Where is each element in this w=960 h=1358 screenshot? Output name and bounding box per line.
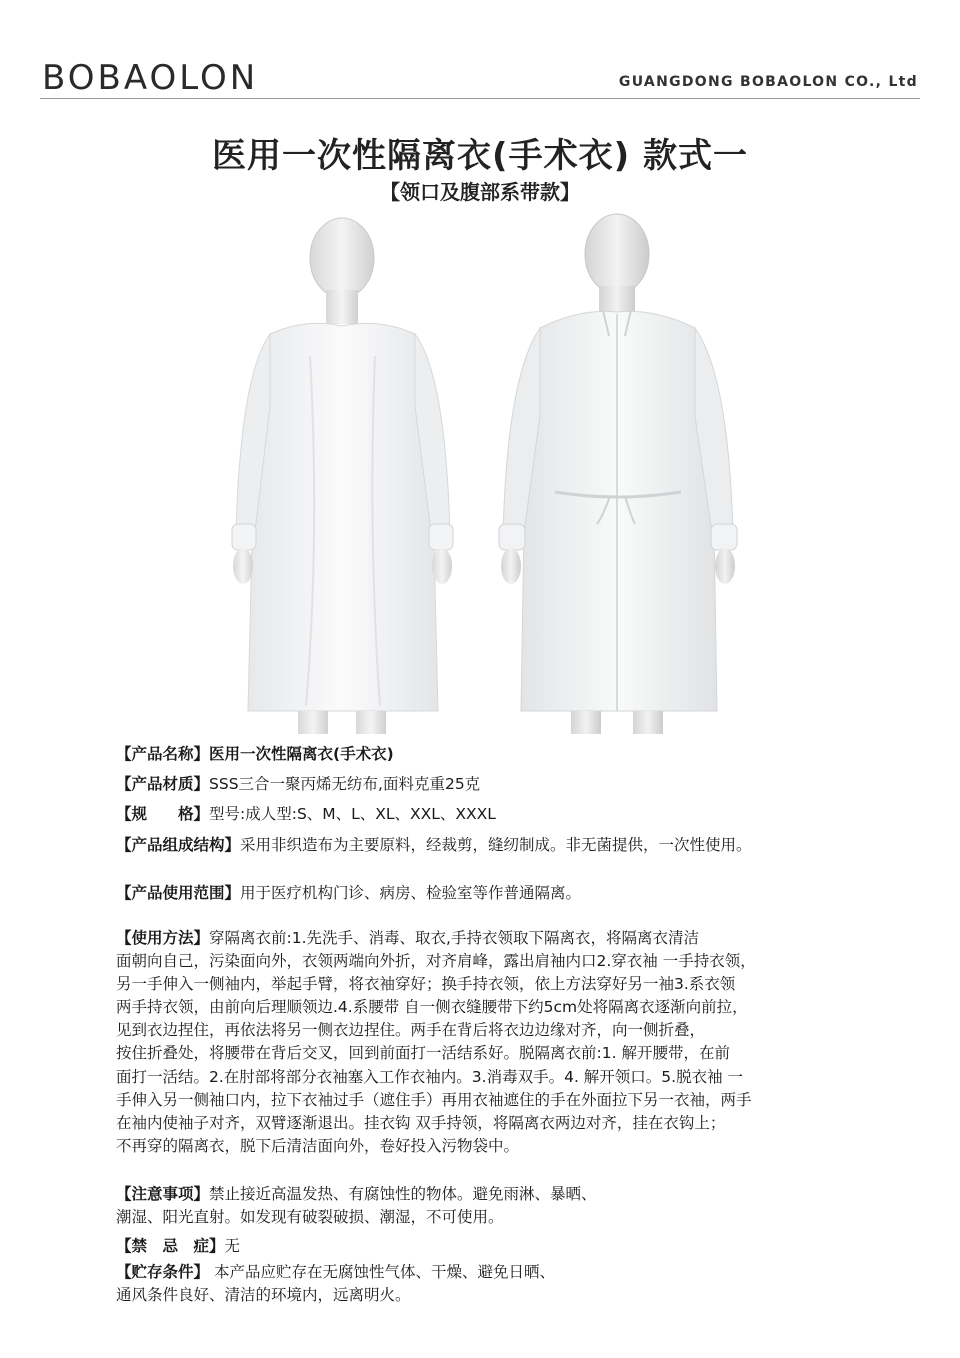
- usage-line: 在袖内使袖子对齐，双臂逐渐退出。挂衣钩 双手持领，将隔离衣两边对齐，挂在衣钩上；: [116, 1113, 726, 1132]
- gown-front-photo: [210, 206, 475, 734]
- storage-line: 通风条件良好、清洁的环境内，远离明火。: [116, 1286, 411, 1305]
- product-photos: [210, 206, 750, 736]
- field-product-name: [116, 742, 394, 766]
- notes-line: 禁止接近高温发热、有腐蚀性的物体。避免雨淋、暴晒、: [209, 1185, 597, 1203]
- header-divider: [40, 98, 920, 99]
- usage-line: 手伸入另一侧袖口内，拉下衣袖过手（遮住手）再用衣袖遮住的手在外面拉下另一衣袖，两手: [116, 1090, 752, 1109]
- usage-line: 面朝向自己，污染面向外，衣领两端向外折，对齐肩峰，露出肩袖内口2.穿衣袖 一手持衣领，: [116, 952, 756, 971]
- field-label: 【产品材质】: [116, 775, 210, 793]
- field-label: 【贮存条件】: [116, 1263, 210, 1281]
- company-name: GUANGDONG BOBAOLON CO., Ltd: [618, 74, 918, 90]
- usage-line: 见到衣边捏住，再依法将另一侧衣边捏住。两手在背后将衣边边缘对齐，向一侧折叠，: [116, 1021, 706, 1040]
- gown-back-photo: [485, 206, 750, 734]
- storage-line: 本产品应贮存在无腐蚀性气体、干燥、避免日晒、: [209, 1263, 555, 1281]
- field-label: 【规 格】: [116, 805, 210, 823]
- usage-line: 另一手伸入一侧袖内，举起手臂，将衣袖穿好；换手持衣领，依上方法穿好另一袖3.系衣领: [116, 975, 736, 994]
- field-value: 型号:成人型:S、M、L、XL、XXL、XXXL: [209, 805, 496, 823]
- field-value: 医用一次性隔离衣(手术衣): [209, 745, 394, 763]
- field-material: [116, 772, 480, 796]
- field-structure: [116, 833, 752, 857]
- field-notes: [116, 1183, 856, 1229]
- page-title: 医用一次性隔离衣(手术衣) 款式一: [212, 136, 748, 176]
- field-label: 【产品使用范围】: [116, 884, 241, 902]
- usage-line: 两手持衣领，由前向后理顺领边.4.系腰带 自一侧衣缝腰带下约5cm处将隔离衣逐渐向前拉，: [116, 998, 748, 1017]
- field-label: 【产品名称】: [116, 745, 210, 763]
- page-subtitle: 【领口及腹部系带款】: [380, 180, 580, 204]
- field-scope: [116, 881, 581, 905]
- brand-logo: BOBAOLON: [42, 58, 259, 98]
- field-usage: [116, 927, 856, 1158]
- notes-line: 潮湿、阳光直射。如发现有破裂破损、潮湿，不可使用。: [116, 1208, 504, 1227]
- field-value: 采用非织造布为主要原料，经裁剪，缝纫制成。非无菌提供，一次性使用。: [240, 836, 752, 854]
- field-label: 【注意事项】: [116, 1185, 210, 1203]
- field-spec: [116, 802, 496, 826]
- field-value: 用于医疗机构门诊、病房、检验室等作普通隔离。: [240, 884, 582, 902]
- field-value: SSS三合一聚丙烯无纺布,面料克重25克: [209, 775, 481, 793]
- usage-line: 不再穿的隔离衣，脱下后清洁面向外，卷好投入污物袋中。: [116, 1136, 520, 1155]
- field-label: 【产品组成结构】: [116, 836, 241, 854]
- field-storage: [116, 1261, 856, 1307]
- field-label: 【禁 忌 症】: [116, 1237, 225, 1255]
- field-contraindication: [116, 1234, 240, 1258]
- usage-line: 按住折叠处，将腰带在背后交叉，回到前面打一活结系好。脱隔离衣前:1. 解开腰带，在前: [116, 1044, 730, 1063]
- usage-line: 面打一活结。2.在肘部将部分衣袖塞入工作衣袖内。3.消毒双手。4. 解开领口。5.脱衣袖 一: [116, 1067, 744, 1086]
- field-label: 【使用方法】: [116, 929, 210, 947]
- field-value: 无: [224, 1237, 241, 1255]
- usage-line: 穿隔离衣前:1.先洗手、消毒、取衣,手持衣领取下隔离衣，将隔离衣清洁: [209, 929, 699, 947]
